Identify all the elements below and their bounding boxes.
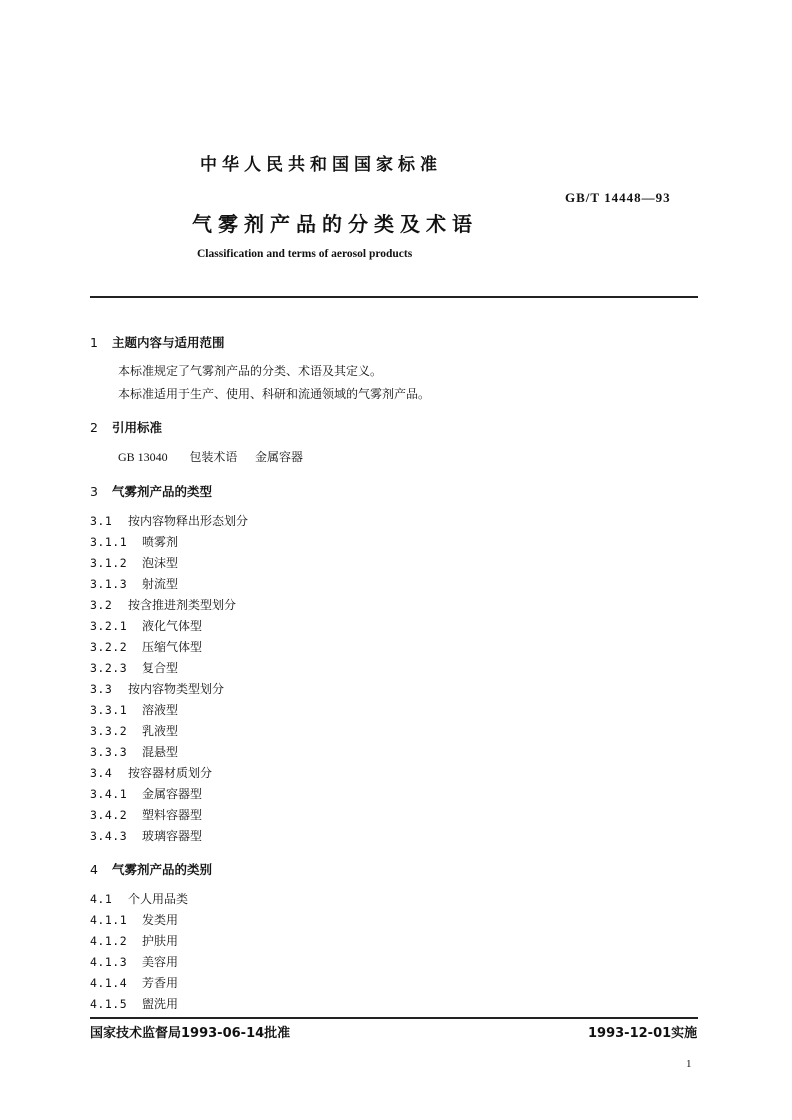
item-number: 3.4.3 xyxy=(90,829,128,843)
item-text: 玻璃容器型 xyxy=(142,829,203,843)
item-text: 盥洗用 xyxy=(142,997,179,1011)
document-title: 气雾剂产品的分类及术语 xyxy=(192,212,478,236)
list-item xyxy=(90,764,212,781)
list-item xyxy=(90,806,202,823)
section-number: 1 xyxy=(90,335,98,350)
item-number: 3.1 xyxy=(90,514,113,528)
list-item xyxy=(90,533,178,550)
item-number: 3.4 xyxy=(90,766,113,780)
list-item xyxy=(90,890,188,907)
reference-part: 金属容器 xyxy=(255,450,304,464)
item-number: 3.3.3 xyxy=(90,745,128,759)
list-item xyxy=(90,701,178,718)
item-text: 混悬型 xyxy=(142,745,179,759)
section-title: 气雾剂产品的类别 xyxy=(112,862,213,877)
item-number: 3.2 xyxy=(90,598,113,612)
list-item xyxy=(90,911,178,928)
item-text: 按内容物类型划分 xyxy=(128,682,225,696)
item-number: 4.1.3 xyxy=(90,955,128,969)
section-heading-4 xyxy=(90,860,212,878)
list-item xyxy=(90,785,202,802)
item-number: 3.1.1 xyxy=(90,535,128,549)
page-number: 1 xyxy=(686,1058,692,1070)
item-text: 个人用品类 xyxy=(128,892,189,906)
list-item xyxy=(90,512,248,529)
item-number: 3.2.3 xyxy=(90,661,128,675)
implementation-date: 1993-12-01实施 xyxy=(588,1026,698,1041)
item-text: 液化气体型 xyxy=(142,619,203,633)
list-item xyxy=(90,953,178,970)
standard-code: GB/T 14448—93 xyxy=(565,190,671,205)
header-divider xyxy=(90,296,698,298)
item-text: 塑料容器型 xyxy=(142,808,203,822)
scope-paragraph: 本标准规定了气雾剂产品的分类、术语及其定义。 xyxy=(118,364,383,378)
item-text: 芳香用 xyxy=(142,976,179,990)
item-number: 4.1 xyxy=(90,892,113,906)
item-number: 4.1.5 xyxy=(90,997,128,1011)
section-title: 主题内容与适用范围 xyxy=(112,335,225,350)
section-number: 3 xyxy=(90,484,98,499)
item-text: 按含推进剂类型划分 xyxy=(128,598,237,612)
approval-note: 国家技术监督局1993-06-14批准 xyxy=(90,1026,291,1041)
section-heading-3 xyxy=(90,482,212,500)
item-number: 3.2.2 xyxy=(90,640,128,654)
list-item xyxy=(90,638,202,655)
item-number: 3.3 xyxy=(90,682,113,696)
item-text: 复合型 xyxy=(142,661,179,675)
item-number: 3.4.1 xyxy=(90,787,128,801)
item-text: 按容器材质划分 xyxy=(128,766,213,780)
section-number: 4 xyxy=(90,862,98,877)
document-subtitle: Classification and terms of aerosol products xyxy=(197,248,413,260)
item-text: 按内容物释出形态划分 xyxy=(128,514,249,528)
item-number: 3.1.2 xyxy=(90,556,128,570)
footer-divider xyxy=(90,1017,698,1019)
item-number: 3.2.1 xyxy=(90,619,128,633)
list-item xyxy=(90,995,178,1012)
reference-line xyxy=(118,448,303,465)
list-item xyxy=(90,722,178,739)
list-item xyxy=(90,617,202,634)
section-number: 2 xyxy=(90,420,98,435)
list-item xyxy=(90,554,178,571)
item-text: 发类用 xyxy=(142,913,179,927)
list-item xyxy=(90,974,178,991)
item-number: 3.1.3 xyxy=(90,577,128,591)
reference-code: GB 13040 xyxy=(118,450,168,464)
scope-paragraph: 本标准适用于生产、使用、科研和流通领域的气雾剂产品。 xyxy=(118,387,431,401)
list-item xyxy=(90,596,236,613)
item-text: 射流型 xyxy=(142,577,179,591)
list-item xyxy=(90,932,178,949)
item-number: 3.4.2 xyxy=(90,808,128,822)
item-text: 喷雾剂 xyxy=(142,535,179,549)
standard-title: 中华人民共和国国家标准 xyxy=(200,155,442,175)
section-title: 引用标准 xyxy=(112,420,163,435)
item-number: 3.3.1 xyxy=(90,703,128,717)
item-text: 泡沫型 xyxy=(142,556,179,570)
item-text: 护肤用 xyxy=(142,934,179,948)
reference-name: 包装术语 xyxy=(189,450,238,464)
list-item xyxy=(90,827,202,844)
item-text: 乳液型 xyxy=(142,724,179,738)
item-text: 美容用 xyxy=(142,955,179,969)
list-item xyxy=(90,680,224,697)
item-text: 溶液型 xyxy=(142,703,179,717)
list-item xyxy=(90,659,178,676)
list-item xyxy=(90,743,178,760)
item-text: 压缩气体型 xyxy=(142,640,203,654)
item-number: 4.1.4 xyxy=(90,976,128,990)
item-text: 金属容器型 xyxy=(142,787,203,801)
item-number: 4.1.1 xyxy=(90,913,128,927)
section-title: 气雾剂产品的类型 xyxy=(112,484,213,499)
section-heading-2 xyxy=(90,418,162,436)
item-number: 4.1.2 xyxy=(90,934,128,948)
item-number: 3.3.2 xyxy=(90,724,128,738)
section-heading-1 xyxy=(90,333,225,351)
list-item xyxy=(90,575,178,592)
